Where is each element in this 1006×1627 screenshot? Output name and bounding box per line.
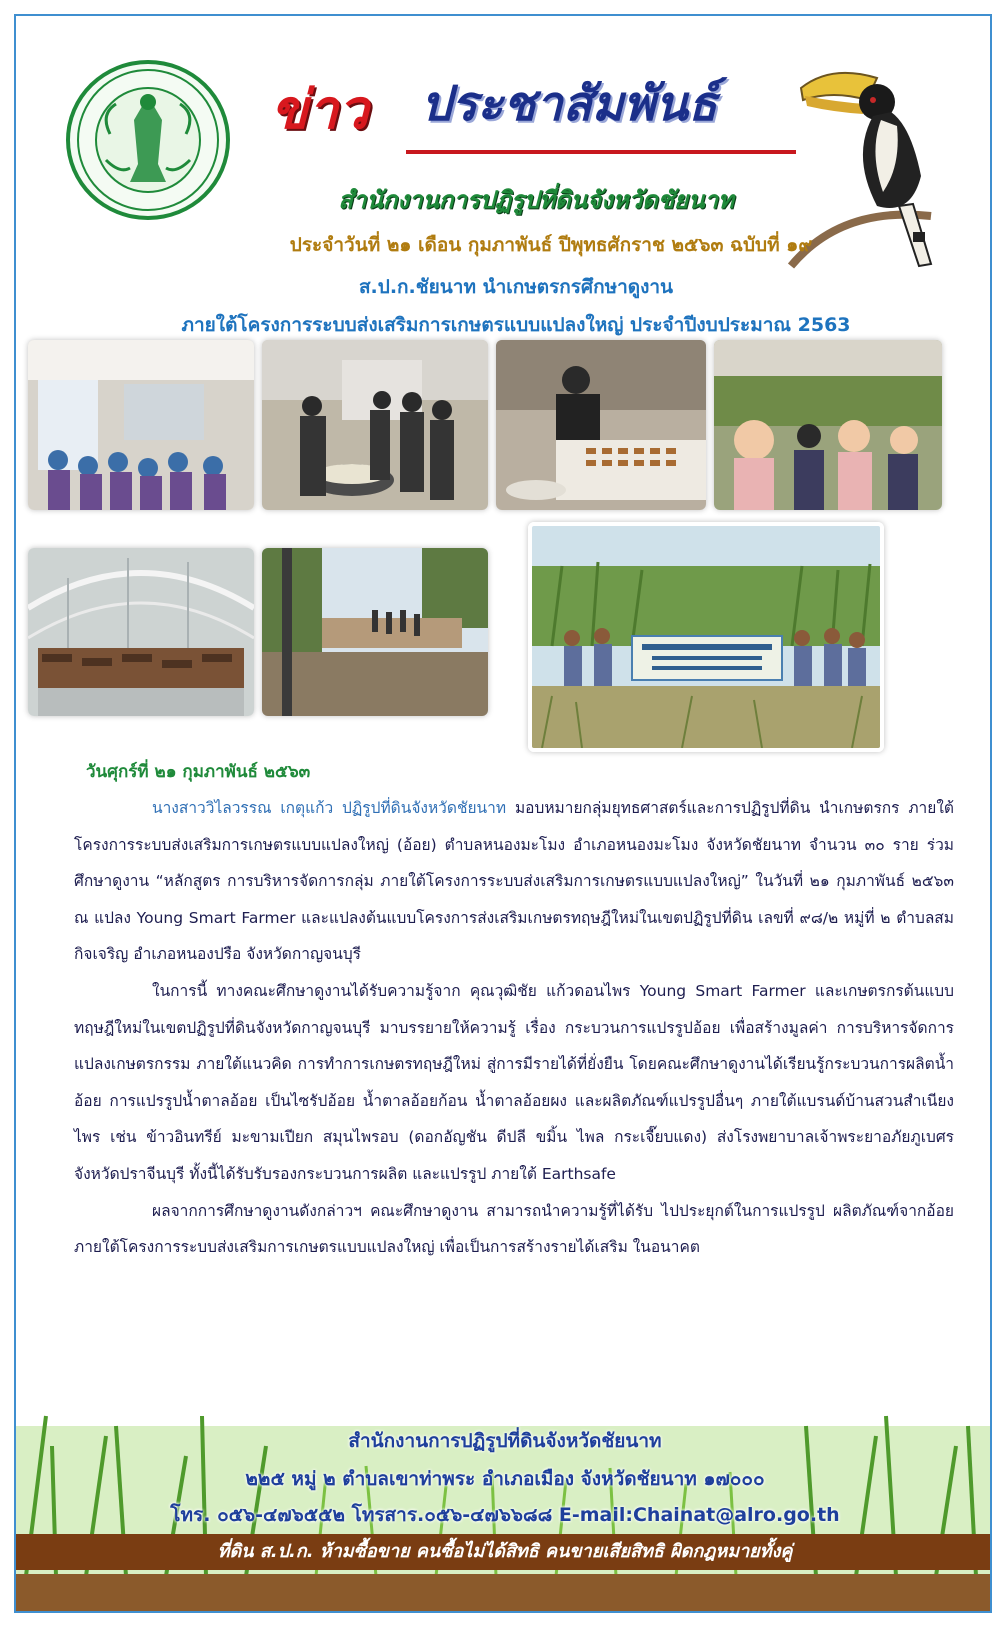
issue-dateline: ประจำวันที่ ๒๑ เดือน กุมภาพันธ์ ปีพุทธศักราช ๒๕๖๓ ฉบับที่ ๑๙ (289, 234, 813, 256)
office-title: สำนักงานการปฏิรูปที่ดินจังหวัดชัยนาท (338, 186, 734, 214)
photo-solar-dryer (28, 548, 254, 716)
footer-warning: ที่ดิน ส.ป.ก. ห้ามซื้อขาย คนซื้อไม่ได้สิทธิ คนขายเสียสิทธิ ผิดกฎหมายทั้งคู่ (16, 1534, 992, 1570)
footer-office: สำนักงานการปฏิรูปที่ดินจังหวัดชัยนาท (348, 1430, 662, 1452)
story-paragraph-3 (74, 1193, 954, 1266)
project-title: ภายใต้โครงการระบบส่งเสริมการเกษตรแบบแปลงใหญ่ ประจำปีงบประมาณ 2563 (181, 314, 851, 336)
story-author: นางสาววิไลวรรณ เกตุแก้ว ปฏิรูปที่ดินจังหวัดชัยนาท (152, 799, 507, 817)
story-paragraph-1 (74, 790, 954, 973)
footer-contact: โทร. ๐๕๖-๔๗๖๕๕๒ โทรสาร.๐๕๖-๔๗๖๖๘๘ E-mail:Chainat@alro.go.th (170, 1504, 840, 1526)
headline-pr: ประชาสัมพันธ์ (421, 76, 718, 132)
headline-news: ข่าว (271, 77, 369, 141)
headline (271, 66, 791, 166)
footer-address: ๒๒๕ หมู่ ๒ ตำบลเขาท่าพระ อำเภอเมือง จังหวัดชัยนาท ๑๗๐๐๐ (245, 1468, 765, 1490)
story-body (74, 790, 954, 1266)
headline-underline (406, 150, 796, 154)
story-paragraph-3-text: ผลจากการศึกษาดูงานดังกล่าวฯ คณะศึกษาดูงาน สามารถนำความรู้ที่ได้รับ ไปประยุกต์ในการแปรรูป ผลิตภัณฑ์จากอ้อย ภายใต้โครงการระบบส่งเสริมการเกษตรแบบแปลงใหญ่ เพื่อเป็นการสร้างรายได้เสริม ในอนาคต (74, 1201, 954, 1257)
newsletter-frame (14, 14, 992, 1613)
story-paragraph-2 (74, 973, 954, 1193)
story-paragraph-2-text: ในการนี้ ทางคณะศึกษาดูงานได้รับความรู้จาก คุณวุฒิชัย แก้วดอนไพร Young Smart Farmer และเกษตรกรต้นแบบทฤษฎีใหม่ในเขตปฏิรูปที่ดินจังหวัดกาญจนบุรี มาบรรยายให้ความรู้ เรื่อง กระบวนการแปรรูปอ้อย เพื่อสร้างมูลค่า การบริหารจัดการแปลงเกษตรกรรม ภายใต้แนวคิด การทำการเกษตรทฤษฎีใหม่ สู่การมีรายได้ที่ยั่งยืน โดยคณะศึกษาดูงานได้เรียนรู้กระบวนการผลิตน้ำอ้อย การแปรรูปน้ำตาลอ้อย เป็นไซรัปอ้อย น้ำตาลอ้อยก้อน น้ำตาลอ้อยผง และผลิตภัณฑ์แปรรูปอื่นๆ ภายใต้แบรนด์บ้านสวนสำเนียงไพร เช่น ข้าวอินทรีย์ มะขามเปียก สมุนไพรอบ (ดอกอัญชัน ดีปลี ขมิ้น ไพล กระเจี๊ยบแดง) ส่งโรงพยาบาลเจ้าพระยาอภัยภูเบศร จังหวัดปราจีนบุรี ทั้งนี้ได้รับรับรองกระบวนการผลิต และแปรรูป ภายใต้ Earthsafe (74, 981, 954, 1183)
photo-group-sugarcane-field (528, 522, 884, 752)
story-date: วันศุกร์ที่ ๒๑ กุมภาพันธ์ ๒๕๖๓ (86, 762, 311, 782)
photo-training-hall (28, 340, 254, 510)
alro-logo (66, 60, 230, 220)
photo-pond-visit (262, 548, 488, 716)
photo-sugar-demo (496, 340, 706, 510)
story-headline: ส.ป.ก.ชัยนาท นำเกษตรกรศึกษาดูงาน (358, 276, 674, 298)
story-paragraph-1-text: มอบหมายกลุ่มยุทธศาสตร์และการปฏิรูปที่ดิน นำเกษตรกร ภายใต้โครงการระบบส่งเสริมการเกษตรแบบแปลงใหญ่ (อ้อย) ตำบลหนองมะโมง อำเภอหนองมะโมง จังหวัดชัยนาท จำนวน ๓๐ ราย ร่วมศึกษาดูงาน “หลักสูตร การบริหารจัดการกลุ่ม ภายใต้โครงการระบบส่งเสริมการเกษตรแบบแปลงใหญ่” ในวันที่ ๒๑ กุมภาพันธ์ ๒๕๖๓ ณ แปลง Young Smart Farmer และแปลงต้นแบบโครงการส่งเสริมเกษตรทฤษฎีใหม่ในเขตปฏิรูปที่ดิน เลขที่ ๙๘/๒ หมู่ที่ ๒ ตำบลสมกิจเจริญ อำเภอหนองปรือ จังหวัดกาญจนบุรี (74, 799, 954, 964)
photo-cooking-pot (262, 340, 488, 510)
photo-group-outdoor (714, 340, 942, 510)
